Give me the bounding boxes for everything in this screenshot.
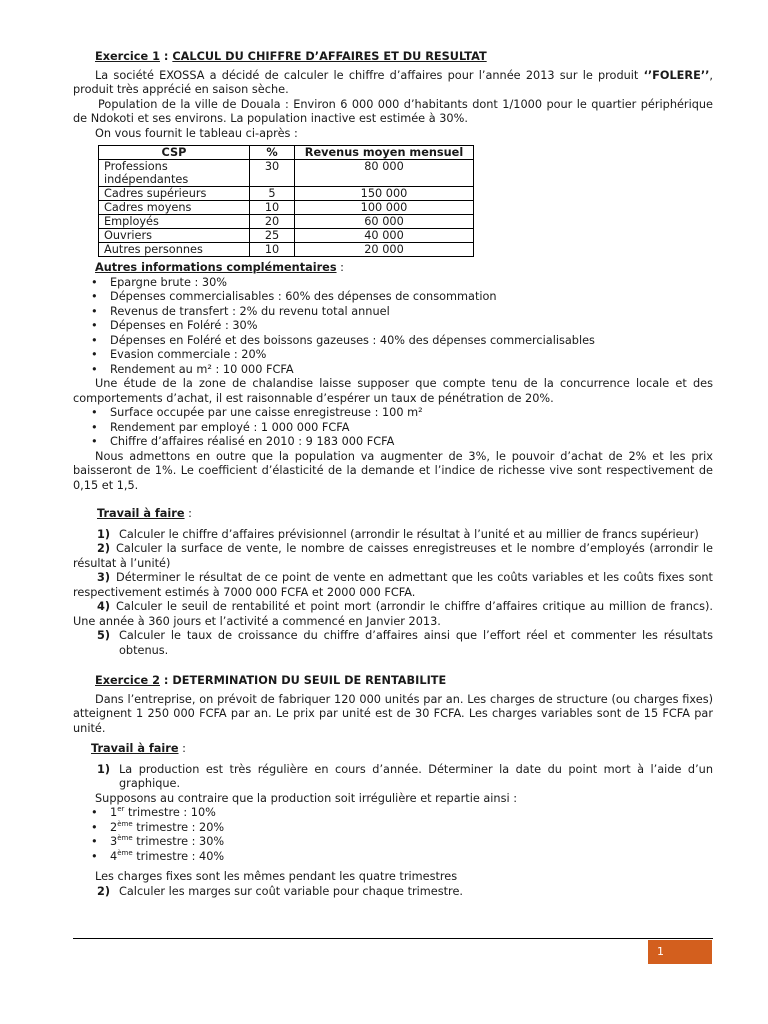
irregular-production-paragraph: Supposons au contraire que la production soit irrégulière et repartie ainsi : [95, 791, 518, 805]
cell-csp: Employés [99, 215, 250, 229]
task-3 [73, 571, 713, 600]
product-name: ‘’FOLERE’’ [643, 68, 710, 82]
exercise-1-heading [95, 50, 713, 65]
list-item: • Rendement au m² : 10 000 FCFA [73, 363, 713, 378]
table-row [99, 160, 474, 187]
exercise-2-colon: : [159, 674, 173, 687]
list-item: • Chiffre d’affaires réalisé en 2010 : 9 183 000 FCFA [73, 435, 713, 450]
work-title-1: Travail à faire [97, 507, 185, 520]
exercise-1-colon: : [159, 50, 173, 63]
cell-income: 60 000 [295, 215, 474, 229]
task-text: Calculer le chiffre d’affaires prévisionnel (arrondir le résultat à l’unité et au millier de francs supérieur) [119, 527, 699, 541]
cell-csp: Cadres supérieurs [99, 187, 250, 201]
production-paragraph: Dans l’entreprise, on prévoit de fabriquer 120 000 unités par an. Les charges de structure (ou charges fixes) atteignent 1 250 000 FCFA par an. Le prix par unité est de 30 FCFA. Les charges variables sont de 15 FCFA par unité. [73, 692, 713, 735]
list-item: • Revenus de transfert : 2% du revenu total annuel [73, 305, 713, 320]
header-csp: CSP [99, 146, 250, 160]
list-item: • Epargne brute : 30% [73, 276, 713, 291]
header-percent: % [250, 146, 295, 160]
task-number: 2) [97, 884, 111, 898]
quarter-text: trimestre : 40% [132, 849, 225, 863]
ex2-task-1 [73, 763, 713, 792]
task-text: Déterminer le résultat de ce point de vente en admettant que les coûts variables et les coûts fixes sont respectivement estimés à 7000 000 FCFA et 2000 000 FCFA. [73, 571, 713, 599]
task-1 [73, 528, 713, 543]
header-income: Revenus moyen mensuel [295, 146, 474, 160]
cell-percent: 30 [250, 160, 295, 187]
quarters-list [73, 806, 713, 864]
list-item: • Dépenses commercialisables : 60% des dépenses de consommation [73, 290, 713, 305]
task-text: Calculer les marges sur coût variable pour chaque trimestre. [119, 884, 463, 898]
quarter-suffix: ème [117, 848, 133, 857]
list-item [73, 835, 713, 850]
cell-csp: Professions indépendantes [99, 160, 250, 187]
task-number: 3) [97, 571, 111, 584]
work-title-2: Travail à faire [91, 742, 179, 755]
exercise-1-label: Exercice 1 [95, 50, 160, 63]
task-4 [73, 600, 713, 629]
info-heading [95, 261, 713, 276]
exercise-1-title: CALCUL DU CHIFFRE D’AFFAIRES ET DU RESULTAT [172, 50, 487, 63]
cell-income: 150 000 [295, 187, 474, 201]
task-text: Calculer le seuil de rentabilité et point mort (arrondir le chiffre d’affaires critique au million de francs). Une année à 360 jours et l’activité a commencé en Janvier 2013. [73, 600, 713, 628]
task-number: 4) [97, 600, 111, 613]
cell-income: 20 000 [295, 243, 474, 257]
cell-csp: Ouvriers [99, 229, 250, 243]
list-item: • Rendement par employé : 1 000 000 FCFA [73, 421, 713, 436]
document-body [73, 48, 713, 899]
table-row [99, 201, 474, 215]
quarter-text: trimestre : 30% [132, 835, 225, 848]
exercise-1-intro [73, 69, 713, 98]
list-item [73, 850, 713, 865]
page-number-badge: 1 [648, 940, 712, 964]
csp-table [98, 145, 474, 257]
work-heading-2 [91, 742, 713, 757]
work-heading-1 [97, 507, 713, 522]
exercise-2-label: Exercice 2 [95, 674, 160, 687]
task-number: 1) [97, 527, 111, 541]
list-item: • Surface occupée par une caisse enregistreuse : 100 m² [73, 406, 713, 421]
task-number: 1) [97, 762, 111, 776]
quarter-suffix: er [117, 805, 125, 814]
task-number: 5) [97, 629, 111, 642]
quarter-text: trimestre : 20% [132, 820, 225, 834]
cell-percent: 10 [250, 243, 295, 257]
quarter-number: 4 [110, 849, 118, 863]
intro-text-a: La société EXOSSA a décidé de calculer le chiffre d’affaires pour l’année 2013 sur le produit [95, 68, 644, 82]
task-text: La production est très régulière en cours d’année. Déterminer la date du point mort à l’aide d’un graphique. [119, 762, 713, 790]
task-text: Calculer le taux de croissance du chiffre d’affaires ainsi que l’effort réel et commenter les résultats obtenus. [119, 629, 713, 657]
quarter-number: 2 [110, 820, 118, 834]
info-colon: : [336, 261, 344, 274]
cell-percent: 5 [250, 187, 295, 201]
task-text: Calculer la surface de vente, le nombre de caisses enregistreuses et le nombre d’employés (arrondir le résultat à l’unité) [73, 542, 713, 570]
table-intro: On vous fournit le tableau ci-après : [95, 126, 298, 140]
population-paragraph: Population de la ville de Douala : Environ 6 000 000 d’habitants dont 1/1000 pour le quartier périphérique de Ndokoti et ses environs. La population inactive est estimée à 30%. [73, 97, 713, 125]
cell-percent: 10 [250, 201, 295, 215]
ex2-task-2 [73, 885, 713, 900]
cell-percent: 25 [250, 229, 295, 243]
work-colon-1: : [184, 507, 192, 520]
table-row [99, 187, 474, 201]
list-item: • Evasion commerciale : 20% [73, 348, 713, 363]
cell-percent: 20 [250, 215, 295, 229]
cell-income: 100 000 [295, 201, 474, 215]
quarter-number: 1 [110, 806, 118, 819]
work-colon-2: : [178, 742, 186, 755]
list-item: • Dépenses en Foléré et des boissons gazeuses : 40% des dépenses commercialisables [73, 334, 713, 349]
exercise-2-heading [95, 674, 713, 689]
intro-text-b: , produit très apprécié en saison sèche. [73, 68, 713, 96]
info-title: Autres informations complémentaires [95, 261, 337, 274]
store-info-list [73, 406, 713, 450]
quarter-number: 3 [110, 835, 118, 848]
table-header-row [99, 146, 474, 160]
cell-csp: Autres personnes [99, 243, 250, 257]
task-2 [73, 542, 713, 571]
assumptions-paragraph: Nous admettons en outre que la population va augmenter de 3%, le pouvoir d’achat de 2% et les prix baisseront de 1%. Le coefficient d’élasticité de la demande et l’indice de richesse vive sont respectivement de 0,15 et 1,5. [73, 449, 713, 492]
cell-income: 40 000 [295, 229, 474, 243]
cell-csp: Cadres moyens [99, 201, 250, 215]
list-item: • Dépenses en Foléré : 30% [73, 319, 713, 334]
quarter-suffix: ème [117, 834, 133, 843]
list-item [73, 821, 713, 836]
fixed-charges-paragraph: Les charges fixes sont les mêmes pendant les quatre trimestres [95, 870, 458, 883]
catchment-paragraph: Une étude de la zone de chalandise laisse supposer que compte tenu de la concurrence locale et des comportements d’achat, il est raisonnable d’espérer un taux de pénétration de 20%. [73, 377, 713, 405]
table-row [99, 215, 474, 229]
quarter-text: trimestre : 10% [124, 806, 216, 819]
list-item [73, 806, 713, 821]
quarter-suffix: ème [117, 819, 133, 828]
table-row [99, 243, 474, 257]
table-row [99, 229, 474, 243]
cell-income: 80 000 [295, 160, 474, 187]
exercise-2-title: DETERMINATION DU SEUIL DE RENTABILITE [172, 674, 447, 687]
task-5 [73, 629, 713, 658]
info-list [73, 276, 713, 378]
footer-divider [73, 938, 713, 939]
task-number: 2) [97, 542, 111, 555]
